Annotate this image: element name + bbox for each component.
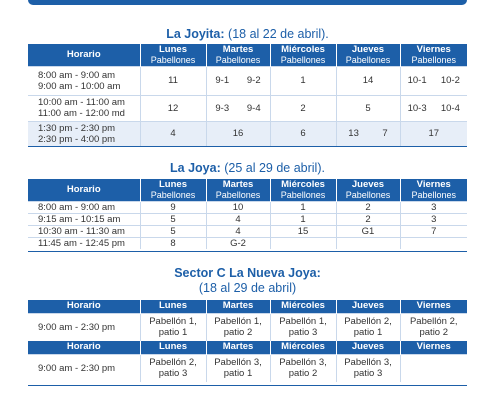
time-cell: 9:00 am - 2:30 pm [28,354,140,382]
schedule-table-la-joyita [28,44,467,146]
section-title-la-joya: La Joya: (25 al 29 de abril). [170,161,325,175]
cell-jueves: Pabellón 2, patio 1 [336,313,400,341]
header-miercoles: Miércoles [270,341,336,354]
table-row [28,201,467,213]
cell-miercoles: 2 [270,95,336,121]
table-header [28,300,467,313]
header-viernes: Viernes [400,341,467,354]
table-bottom-rule [28,385,467,386]
table-header [28,179,467,201]
header-viernes: Viernes Pabellones [400,179,467,201]
cell-martes: 9-3 9-4 [206,95,270,121]
section-title-sector-c: Sector C La Nueva Joya: (18 al 29 de abril) [174,266,321,295]
cell-martes: Pabellón 3, patio 1 [206,354,270,382]
cell-jueves: G1 [336,225,400,237]
cell-lunes: 4 [140,121,206,146]
schedule-table-sector-c [28,300,467,382]
cell-martes: Pabellón 1, patio 2 [206,313,270,341]
cell-jueves: 13 7 [336,121,400,146]
cell-jueves: 14 [336,66,400,95]
header-martes: Martes [206,341,270,354]
table-bottom-rule [28,251,467,252]
time-cell: 10:30 am - 11:30 am [28,225,140,237]
header-viernes: Viernes Pabellones [400,44,467,66]
time-cell: 9:15 am - 10:15 am [28,213,140,225]
time-cell: 8:00 am - 9:00 am 9:00 am - 10:00 am [28,66,140,95]
cell-miercoles: 1 [270,201,336,213]
cell-miercoles [270,237,336,249]
cell-viernes: 10-1 10-2 [400,66,467,95]
header-lunes: Lunes [140,300,206,313]
cell-martes: 16 [206,121,270,146]
table-row [28,313,467,341]
cell-lunes: Pabellón 2, patio 3 [140,354,206,382]
cell-martes: G-2 [206,237,270,249]
cell-viernes: 7 [400,225,467,237]
cell-lunes: 9 [140,201,206,213]
section-title-la-joyita: La Joyita: (18 al 22 de abril). [166,27,329,41]
header-lunes: Lunes Pabellones [140,179,206,201]
header-jueves: Jueves Pabellones [336,44,400,66]
cell-martes: 4 [206,225,270,237]
cell-viernes: 10-3 10-4 [400,95,467,121]
cell-jueves: 2 [336,213,400,225]
time-cell: 11:45 am - 12:45 pm [28,237,140,249]
time-cell: 10:00 am - 11:00 am 11:00 am - 12:00 md [28,95,140,121]
header-horario: Horario [28,341,140,354]
table-row [28,225,467,237]
header-jueves: Jueves [336,341,400,354]
header-martes: Martes Pabellones [206,44,270,66]
cell-martes: 9-1 9-2 [206,66,270,95]
cell-martes: 4 [206,213,270,225]
cell-jueves: 5 [336,95,400,121]
time-cell: 8:00 am - 9:00 am [28,201,140,213]
table-header [28,341,467,354]
table-row [28,95,467,121]
table-row [28,213,467,225]
time-cell: 9:00 am - 2:30 pm [28,313,140,341]
table-row [28,121,467,146]
time-cell: 1:30 pm - 2:30 pm 2:30 pm - 4:00 pm [28,121,140,146]
cell-lunes: 12 [140,95,206,121]
header-martes: Martes [206,300,270,313]
cell-lunes: Pabellón 1, patio 1 [140,313,206,341]
cell-viernes: 3 [400,213,467,225]
cell-jueves: 2 [336,201,400,213]
cell-viernes: Pabellón 2, patio 2 [400,313,467,341]
table-row [28,354,467,382]
header-horario: Horario [28,300,140,313]
cell-lunes: 5 [140,213,206,225]
table-bottom-rule [28,146,467,147]
cell-lunes: 11 [140,66,206,95]
cell-viernes: 3 [400,201,467,213]
schedule-table-la-joya [28,179,467,249]
header-miercoles: Miércoles Pabellones [270,179,336,201]
cell-miercoles: 6 [270,121,336,146]
table-row [28,237,467,249]
header-martes: Martes Pabellones [206,179,270,201]
header-horario: Horario [28,179,140,201]
header-lunes: Lunes [140,341,206,354]
cell-jueves: Pabellón 3, patio 3 [336,354,400,382]
cell-miercoles: 15 [270,225,336,237]
header-lunes: Lunes Pabellones [140,44,206,66]
header-viernes: Viernes [400,300,467,313]
cell-martes: 10 [206,201,270,213]
header-miercoles: Miércoles [270,300,336,313]
cell-miercoles: 1 [270,213,336,225]
cell-viernes [400,354,467,382]
header-miercoles: Miércoles Pabellones [270,44,336,66]
cell-lunes: 5 [140,225,206,237]
header-jueves: Jueves Pabellones [336,179,400,201]
cell-jueves [336,237,400,249]
cell-viernes [400,237,467,249]
table-row [28,66,467,95]
cell-lunes: 8 [140,237,206,249]
header-jueves: Jueves [336,300,400,313]
cell-viernes: 17 [400,121,467,146]
header-horario: Horario [28,44,140,66]
cell-miercoles: 1 [270,66,336,95]
header-accent-bar [28,0,467,5]
table-header [28,44,467,66]
cell-miercoles: Pabellón 1, patio 3 [270,313,336,341]
cell-miercoles: Pabellón 3, patio 2 [270,354,336,382]
